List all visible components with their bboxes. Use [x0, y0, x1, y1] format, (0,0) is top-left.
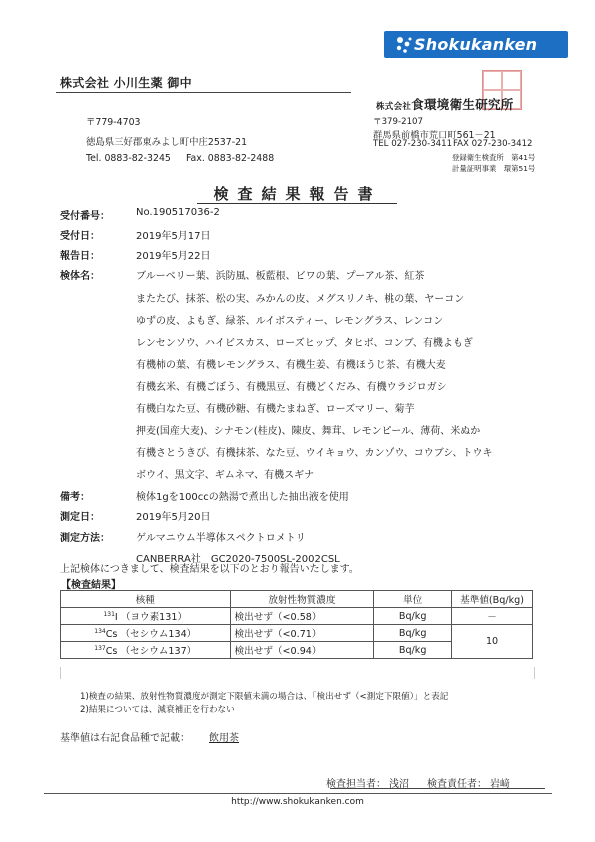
issuer-address: 群馬県前橋市荒口町561－21: [373, 130, 496, 141]
sample-line: 有機玄米、有機ごぼう、有機黒豆、有機どくだみ、有機ウラジロガシ: [136, 382, 447, 393]
report-date-label: 報告日：: [60, 251, 100, 262]
recipient-name: 株式会社 小川生薬 御中: [60, 76, 192, 90]
recipient-postal: 〒779-4703: [86, 117, 141, 128]
brand-name: Shokukanken: [414, 35, 538, 54]
issuer-name-prefix: 株式会社: [376, 102, 412, 112]
manager-name: 岩﨑: [490, 779, 510, 790]
results-header: 【検査結果】: [61, 580, 121, 591]
standard-note-value: 飲用茶: [209, 733, 239, 744]
nuclide-cell: $^{137}$Cs （セシウム137）: [61, 642, 231, 659]
table-bottom-spacer: [60, 667, 535, 679]
sample-line: またたび、抹茶、松の実、みかんの皮、メグスリノキ、桃の葉、ヤーコン: [136, 294, 465, 305]
accept-number-value: No.190517036-2: [136, 207, 220, 218]
column-header: 放射性物質濃度: [230, 591, 374, 608]
sample-line: 有機さとうきび、有機抹茶、なた豆、ウイキョウ、カンゾウ、コウブシ、トウキ: [136, 448, 493, 459]
footer-url[interactable]: http://www.shokukanken.com: [231, 797, 364, 807]
standard-note-label: 基準値は右記食品種で記載：: [60, 733, 190, 744]
footnote-1: 1)検査の結果、放射性物質濃度が測定下限値未満の場合は、「検出せず（<測定下限値）」と表記: [80, 692, 449, 702]
standard-cell: －: [452, 608, 533, 625]
issuer-postal: 〒379-2107: [373, 117, 423, 127]
unit-cell: Bq/kg: [374, 625, 452, 642]
standard-cell: 10: [452, 625, 533, 659]
concentration-cell: 検出せず（<0.94）: [230, 642, 374, 659]
unit-cell: Bq/kg: [374, 642, 452, 659]
inspector-label: 検査担当者：: [326, 779, 386, 790]
issuer-tel: TEL 027-230-3411: [373, 139, 453, 149]
sample-line: 有機柿の葉、有機レモングラス、有機生姜、有機ほうじ茶、有機大麦: [136, 360, 446, 371]
accept-date-label: 受付日：: [60, 231, 100, 242]
recipient-fax: Fax. 0883-82-2488: [186, 153, 275, 164]
note-label: 備考：: [60, 492, 90, 503]
document-title: 検査結果報告書: [213, 185, 382, 203]
accept-number-label: 受付番号：: [60, 211, 110, 222]
intro-text: 上記検体につきまして、検査結果を以下のとおり報告いたします。: [60, 564, 359, 575]
method-label: 測定方法：: [60, 533, 110, 544]
sample-line: レンセンソウ、ハイビスカス、ローズヒップ、タヒボ、コンブ、有機よもぎ: [136, 338, 473, 349]
recipient-underline: [56, 92, 351, 93]
table-row: [61, 608, 533, 625]
sample-name-label: 検体名：: [60, 271, 100, 282]
issuer-fax: FAX 027-230-3412: [453, 139, 533, 149]
nuclide-cell: $^{131}$I （ヨウ素131）: [61, 608, 231, 625]
nuclide-cell: $^{134}$Cs （セシウム134）: [61, 625, 231, 642]
sample-line: 有機白なた豆、有機砂糖、有機たまねぎ、ローズマリー、菊芋: [136, 404, 415, 415]
note-value: 検体1gを100ccの熱湯で煮出した抽出液を使用: [136, 492, 349, 503]
sample-line: ゆずの皮、よもぎ、緑茶、ルイボスティー、レモングラス、レンコン: [136, 316, 444, 327]
results-table: [60, 590, 533, 659]
concentration-cell: 検出せず（<0.71）: [230, 625, 374, 642]
issuer-registration-1: 登録衛生検査所 第41号: [452, 153, 536, 162]
method-device: CANBERRA社 GC2020-7500SL-2002CSL: [136, 554, 340, 565]
issuer-registration-2: 計量証明事業 環第51号: [452, 164, 536, 173]
accept-date-value: 2019年5月17日: [136, 231, 211, 242]
measure-date-value: 2019年5月20日: [136, 512, 211, 523]
recipient-address: 徳島県三好郡東みよし町中庄2537-21: [86, 137, 248, 148]
issuer-name-main: 食環境衛生研究所: [411, 97, 514, 112]
staff-underline: [330, 788, 545, 789]
column-header: 単位: [374, 591, 452, 608]
issuer-name: [376, 95, 514, 113]
sample-line: ブルーベリー葉、浜防風、板藍根、ビワの葉、プーアル茶、紅茶: [136, 271, 425, 282]
recipient-tel: Tel. 0883-82-3245: [86, 153, 171, 164]
measure-date-label: 測定日：: [60, 512, 100, 523]
brand-logo-icon: [393, 34, 415, 56]
footnote-2: 2)結果については、減衰補正を行わない: [80, 705, 235, 715]
column-header: 基準値(Bq/kg): [452, 591, 533, 608]
table-header-row: [61, 591, 533, 608]
sample-line: ボウイ、黒文字、ギムネマ、有機スギナ: [136, 470, 315, 481]
method-value: ゲルマニウム半導体スペクトロメトリ: [136, 533, 306, 544]
concentration-cell: 検出せず（<0.58）: [230, 608, 374, 625]
unit-cell: Bq/kg: [374, 608, 452, 625]
sample-line: 押麦(国産大麦)、シナモン(桂皮)、陳皮、舞茸、レモンピール、薄荷、米ぬか: [136, 426, 481, 437]
column-header: 核種: [61, 591, 231, 608]
title-underline: [197, 203, 397, 204]
report-date-value: 2019年5月22日: [136, 251, 211, 262]
table-row: [61, 625, 533, 642]
manager-label: 検査責任者：: [427, 779, 487, 790]
footer-divider: [44, 793, 552, 794]
inspector-name: 浅沼: [389, 779, 409, 790]
